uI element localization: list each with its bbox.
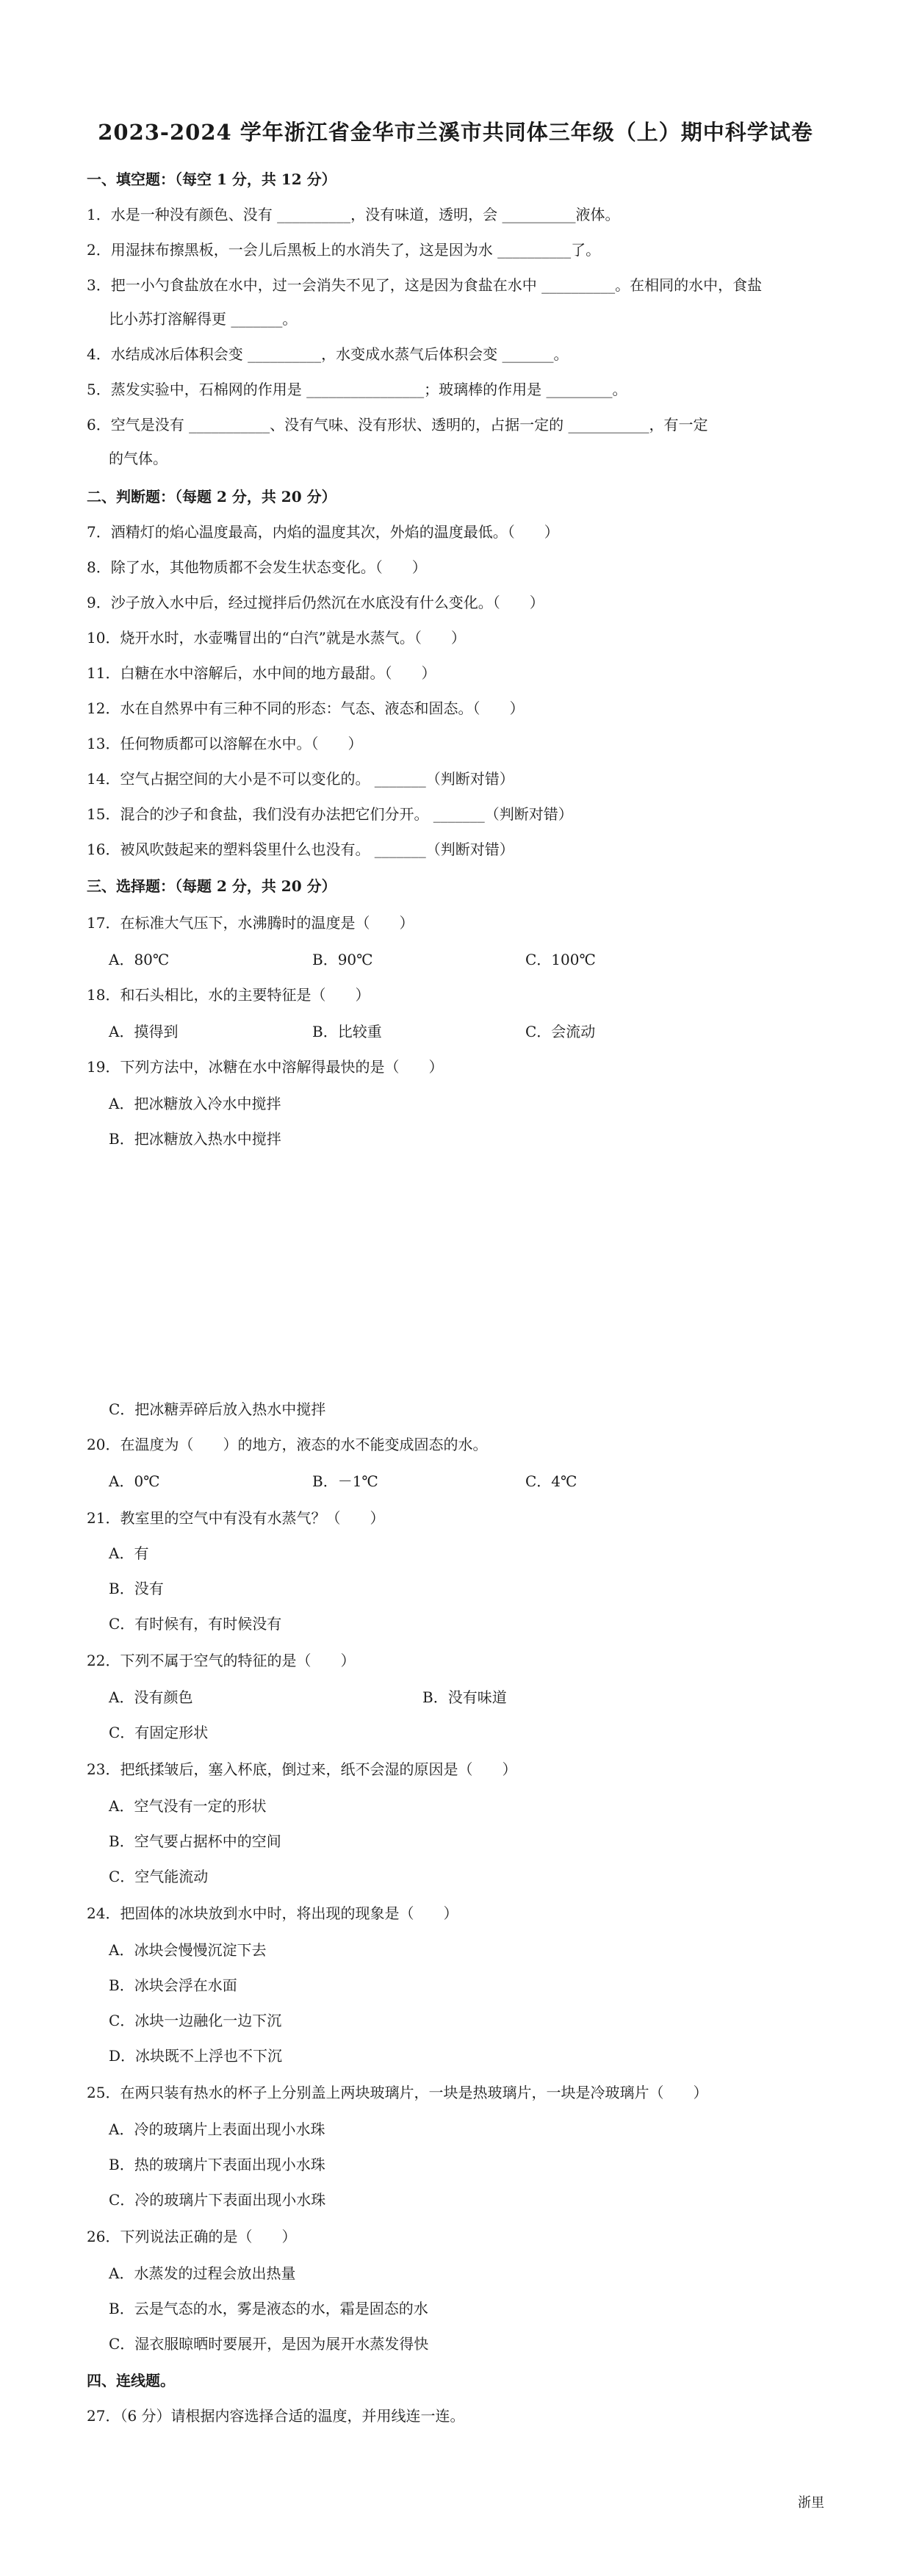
question-22-option-b: B．没有味道: [422, 1688, 507, 1706]
section-heading-multiple-choice: 三、选择题：（每题 2 分，共 20 分）: [87, 877, 336, 895]
question-24: 24．把固体的冰块放到水中时，将出现的现象是（ ）: [87, 1904, 458, 1922]
question-5: 5．蒸发实验中，石棉网的作用是 ________________；玻璃棒的作用是 _________。: [87, 381, 627, 398]
question-8: 8．除了水，其他物质都不会发生状态变化。（ ）: [87, 558, 427, 576]
question-21-option-a: A．有: [109, 1544, 149, 1562]
question-25-option-a: A．冷的玻璃片上表面出现小水珠: [109, 2120, 325, 2138]
question-16: 16．被风吹鼓起来的塑料袋里什么也没有。 _______（判断对错）: [87, 841, 514, 858]
question-19-option-b: B．把冰糖放入热水中搅拌: [109, 1130, 281, 1148]
question-25: 25．在两只装有热水的杯子上分别盖上两块玻璃片，一块是热玻璃片，一块是冷玻璃片（ ）: [87, 2084, 708, 2101]
question-21-option-b: B．没有: [109, 1580, 164, 1597]
question-20-option-a: A．0℃: [109, 1472, 160, 1490]
question-18-option-b: B．比较重: [312, 1023, 382, 1040]
question-26: 26．下列说法正确的是（ ）: [87, 2228, 297, 2245]
question-26-option-c: C．湿衣服晾晒时要展开，是因为展开水蒸发得快: [109, 2335, 429, 2353]
question-22-option-c: C．有固定形状: [109, 1724, 209, 1741]
question-19-option-a: A．把冰糖放入冷水中搅拌: [109, 1095, 281, 1112]
page-footer: 浙里: [798, 2495, 824, 2511]
question-7: 7．酒精灯的焰心温度最高，内焰的温度其次，外焰的温度最低。（ ）: [87, 523, 559, 541]
question-6-cont: 的气体。: [109, 450, 168, 467]
question-24-option-b: B．冰块会浮在水面: [109, 1976, 237, 1994]
question-24-option-a: A．冰块会慢慢沉淀下去: [109, 1941, 267, 1959]
page-title: 2023-2024 学年浙江省金华市兰溪市共同体三年级（上）期中科学试卷: [98, 120, 813, 145]
question-17-option-c: C．100℃: [525, 951, 596, 968]
question-17-option-b: B．90℃: [312, 951, 373, 968]
question-19: 19．下列方法中，冰糖在水中溶解得最快的是（ ）: [87, 1058, 444, 1076]
question-20-option-b: B．－1℃: [312, 1472, 378, 1490]
question-25-option-b: B．热的玻璃片下表面出现小水珠: [109, 2156, 325, 2173]
section-heading-fill-blank: 一、填空题：（每空 1 分，共 12 分）: [87, 170, 336, 188]
question-23-option-a: A．空气没有一定的形状: [109, 1797, 267, 1815]
question-13: 13．任何物质都可以溶解在水中。（ ）: [87, 735, 363, 752]
question-24-option-d: D．冰块既不上浮也不下沉: [109, 2047, 283, 2065]
question-22-option-a: A．没有颜色: [109, 1688, 193, 1706]
question-3: 3．把一小勺食盐放在水中，过一会消失不见了，这是因为食盐在水中 __________。在相同的水中，食盐: [87, 276, 763, 294]
question-11: 11．白糖在水中溶解后，水中间的地方最甜。（ ）: [87, 664, 436, 682]
question-18: 18．和石头相比，水的主要特征是（ ）: [87, 986, 370, 1004]
question-19-option-c: C．把冰糖弄碎后放入热水中搅拌: [109, 1400, 326, 1418]
section-heading-matching: 四、连线题。: [87, 2372, 175, 2389]
question-22: 22．下列不属于空气的特征的是（ ）: [87, 1652, 356, 1669]
question-9: 9．沙子放入水中后，经过搅拌后仍然沉在水底没有什么变化。（ ）: [87, 594, 544, 611]
question-4: 4．水结成冰后体积会变 __________，水变成水蒸气后体积会变 _______。: [87, 345, 569, 363]
question-17: 17．在标准大气压下，水沸腾时的温度是（ ）: [87, 914, 414, 932]
question-15: 15．混合的沙子和食盐，我们没有办法把它们分开。 _______（判断对错）: [87, 805, 573, 823]
question-25-option-c: C．冷的玻璃片下表面出现小水珠: [109, 2191, 326, 2209]
question-20: 20．在温度为（ ）的地方，液态的水不能变成固态的水。: [87, 1436, 488, 1453]
question-17-option-a: A．80℃: [109, 951, 170, 968]
section-heading-true-false: 二、判断题：（每题 2 分，共 20 分）: [87, 488, 336, 506]
question-18-option-c: C．会流动: [525, 1023, 596, 1040]
question-6: 6．空气是没有 ___________、没有气味、没有形状、透明的，占据一定的 ___________，有一定: [87, 416, 708, 433]
question-1: 1．水是一种没有颜色、没有 __________，没有味道，透明，会 __________液体。: [87, 206, 620, 223]
question-14: 14．空气占据空间的大小是不可以变化的。 _______（判断对错）: [87, 770, 514, 788]
question-23-option-b: B．空气要占据杯中的空间: [109, 1832, 281, 1850]
question-27: 27．（6 分）请根据内容选择合适的温度，并用线连一连。: [87, 2407, 465, 2425]
question-21: 21．教室里的空气中有没有水蒸气？（ ）: [87, 1509, 385, 1527]
question-3-cont: 比小苏打溶解得更 _______。: [109, 310, 298, 328]
question-23-option-c: C．空气能流动: [109, 1868, 209, 1885]
question-24-option-c: C．冰块一边融化一边下沉: [109, 2012, 282, 2029]
question-20-option-c: C．4℃: [525, 1472, 577, 1490]
question-18-option-a: A．摸得到: [109, 1023, 179, 1040]
question-10: 10．烧开水时，水壶嘴冒出的“白汽”就是水蒸气。（ ）: [87, 629, 466, 647]
question-2: 2．用湿抹布擦黑板，一会儿后黑板上的水消失了，这是因为水 __________了。: [87, 241, 601, 259]
question-21-option-c: C．有时候有，有时候没有: [109, 1615, 282, 1633]
question-23: 23．把纸揉皱后，塞入杯底，倒过来，纸不会湿的原因是（ ）: [87, 1760, 517, 1778]
question-26-option-a: A．水蒸发的过程会放出热量: [109, 2264, 296, 2282]
question-26-option-b: B．云是气态的水，雾是液态的水，霜是固态的水: [109, 2300, 428, 2317]
question-12: 12．水在自然界中有三种不同的形态：气态、液态和固态。（ ）: [87, 699, 525, 717]
